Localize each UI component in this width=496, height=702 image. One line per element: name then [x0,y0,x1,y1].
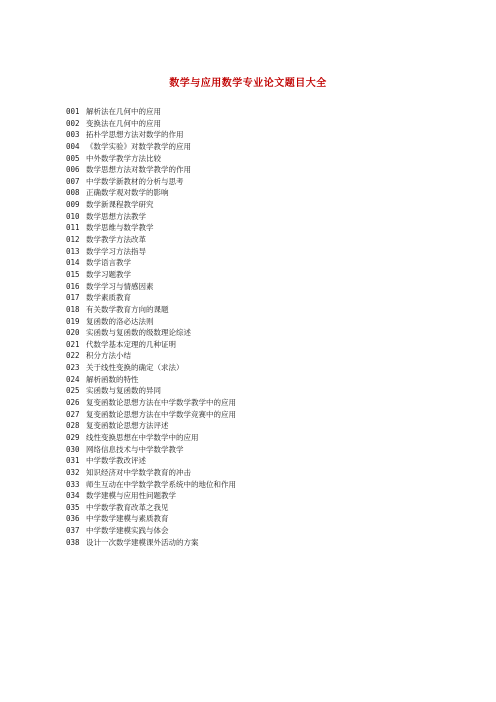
topic-title: 数学习题教学 [86,269,131,279]
topic-title: 线性变换思想在中学数学中的应用 [86,432,199,442]
topic-number: 003 [66,130,80,140]
topic-number: 007 [66,176,80,186]
topic-title: 数学学习方法指导 [86,246,146,256]
topic-number: 033 [66,479,80,489]
topic-title: 师生互动在中学数学教学系统中的地位和作用 [86,479,236,489]
topic-title: 复变函数论思想方法在中学数学教学中的应用 [86,398,236,408]
topic-number: 001 [66,107,80,116]
topic-number: 008 [66,188,80,198]
list-item [66,502,236,514]
topic-title: 数学素质教育 [86,293,131,303]
topic-number: 026 [66,398,80,408]
list-item [66,304,236,316]
topic-title: 实函数与复函数的级数理论综述 [86,328,191,338]
topic-number: 027 [66,409,80,419]
topic-number: 019 [66,316,80,326]
list-item [66,537,236,549]
topic-number: 024 [66,374,80,384]
list-item [66,234,236,246]
topic-title: 实函数与复函数的异同 [86,386,161,396]
list-item [66,385,236,397]
topic-number: 038 [66,537,80,547]
topic-number: 017 [66,293,80,303]
list-item [66,211,236,223]
document-title: 数学与应用数学专业论文题目大全 [169,78,327,89]
topic-title: 数学教学方法改革 [86,235,146,245]
topic-number: 029 [66,432,80,442]
topic-title: 中学数学建模与素质教育 [86,514,169,524]
topic-title: 代数学基本定理的几种证明 [86,339,176,349]
list-item [66,187,236,199]
list-item [66,479,236,491]
topic-title: 知识经济对中学数学教育的冲击 [86,467,191,477]
topic-title: 有关数学教育方向的课题 [86,304,169,314]
topic-title: 复变函数论思想方法评述 [86,421,169,431]
topic-number: 004 [66,141,80,151]
list-item [66,118,236,130]
topic-number: 025 [66,386,80,396]
list-item [66,397,236,409]
list-item [66,420,236,432]
list-item [66,409,236,421]
topic-number: 015 [66,269,80,279]
topic-number: 013 [66,246,80,256]
topic-number: 030 [66,444,80,454]
topic-number: 009 [66,200,80,210]
list-item [66,316,236,328]
topic-number: 012 [66,235,80,245]
topic-number: 021 [66,339,80,349]
list-item [66,455,236,467]
topic-number: 020 [66,328,80,338]
list-item [66,106,236,118]
topic-title: 解析法在几何中的应用 [86,107,161,116]
topic-title: 复函数的洛必达法则 [86,316,154,326]
topic-number: 006 [66,165,80,175]
topic-number: 036 [66,514,80,524]
topic-title: 解析函数的特性 [86,374,139,384]
list-item [66,490,236,502]
list-item [66,164,236,176]
topic-number: 016 [66,281,80,291]
topic-title: 网络信息技术与中学数学教学 [86,444,184,454]
topic-title: 中学数学教育改革之我见 [86,502,169,512]
list-item [66,153,236,165]
list-item [66,513,236,525]
topic-title: 关于线性变换的确定（求法） [86,363,184,373]
list-item [66,339,236,351]
topic-list [66,106,236,548]
list-item [66,467,236,479]
list-item [66,432,236,444]
list-item [66,141,236,153]
topic-title: 数学思想方法教学 [86,211,146,221]
topic-title: 拓朴学思想方法对数学的作用 [86,130,184,140]
list-item [66,269,236,281]
topic-number: 010 [66,211,80,221]
topic-title: 复变函数论思想方法在中学数学竞赛中的应用 [86,409,236,419]
topic-title: 正确数学观对数学的影响 [86,188,169,198]
list-item [66,281,236,293]
topic-title: 中学数学教改评述 [86,456,146,466]
list-item [66,362,236,374]
list-item [66,257,236,269]
topic-number: 022 [66,351,80,361]
topic-number: 014 [66,258,80,268]
list-item [66,199,236,211]
topic-title: 中学数学建模实践与体会 [86,526,169,536]
topic-title: 数学语言教学 [86,258,131,268]
list-item [66,246,236,258]
topic-title: 积分方法小结 [86,351,131,361]
topic-number: 011 [66,223,80,233]
list-item [66,327,236,339]
topic-title: 数学新课程教学研究 [86,200,154,210]
list-item [66,350,236,362]
topic-number: 018 [66,304,80,314]
topic-title: 变换法在几何中的应用 [86,118,161,128]
topic-number: 002 [66,118,80,128]
list-item [66,176,236,188]
topic-title: 中学数学新教材的分析与思考 [86,176,184,186]
topic-number: 031 [66,456,80,466]
topic-title: 数学思想方法对数学教学的作用 [86,165,191,175]
list-item [66,292,236,304]
topic-title: 数学学习与情感因素 [86,281,154,291]
topic-number: 023 [66,363,80,373]
list-item [66,374,236,386]
topic-title: 数学建模与应用性问题教学 [86,491,176,501]
topic-number: 032 [66,467,80,477]
topic-number: 037 [66,526,80,536]
topic-title: 数学思维与数学教学 [86,223,154,233]
topic-number: 005 [66,153,80,163]
topic-title: 中外数学教学方法比较 [86,153,161,163]
topic-number: 035 [66,502,80,512]
topic-number: 028 [66,421,80,431]
list-item [66,129,236,141]
list-item [66,525,236,537]
topic-number: 034 [66,491,80,501]
list-item [66,222,236,234]
topic-title: 设计一次数学建模课外活动的方案 [86,537,199,547]
list-item [66,444,236,456]
topic-title: 《数学实验》对数学教学的应用 [86,141,191,151]
